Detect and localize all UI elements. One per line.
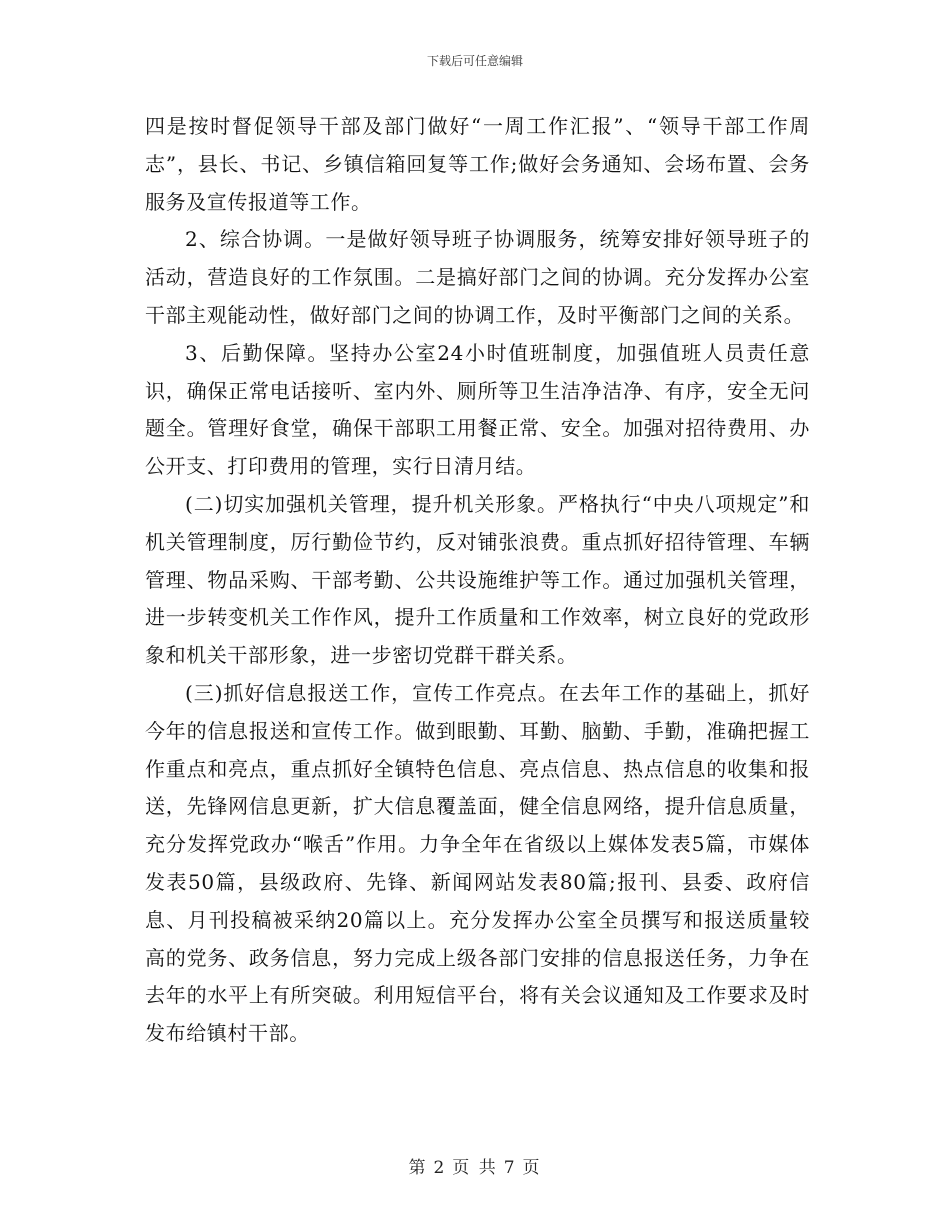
paragraph-logistics: 3、后勤保障。坚持办公室24小时值班制度，加强值班人员责任意识，确保正常电话接听、室内外、厕所等卫生洁净洁净、有序，安全无问题全。管理好食堂，确保干部职工用餐正常、安全。加强对招待费用、办公开支、打印费用的管理，实行日清月结。 xyxy=(145,340,810,479)
page-header: 下载后可任意编辑 xyxy=(426,54,523,68)
total-pages-number: 7 xyxy=(503,1158,517,1178)
paragraph-continuation: 四是按时督促领导干部及部门做好“一周工作汇报”、“领导干部工作周志”，县长、书记、乡镇信箱回复等工作;做好会务通知、会场布置、会务服务及宣传报道等工作。 xyxy=(145,114,810,214)
footer-suffix: 页 xyxy=(522,1158,542,1178)
current-page-number: 2 xyxy=(433,1158,447,1178)
footer-middle: 页 共 xyxy=(452,1158,498,1178)
paragraph-information-reporting: (三)抓好信息报送工作，宣传工作亮点。在去年工作的基础上，抓好今年的信息报送和宣传工作。做到眼勤、耳勤、脑勤、手勤，准确把握工作重点和亮点，重点抓好全镇特色信息、亮点信息、热点信息的收集和报送，先锋网信息更新，扩大信息覆盖面，健全信息网络，提升信息质量，充分发挥党政办“喉舌”作用。力争全年在省级以上媒体发表5篇，市媒体发表50篇，县级政府、先锋、新闻网站发表80篇;报刊、县委、政府信息、月刊投稿被采纳20篇以上。充分发挥办公室全员撰写和报送质量较高的党务、政务信息，努力完成上级各部门安排的信息报送任务，力争在去年的水平上有所突破。利用短信平台，将有关会议通知及工作要求及时发布给镇村干部。 xyxy=(145,680,810,1046)
paragraph-coordination: 2、综合协调。一是做好领导班子协调服务，统筹安排好领导班子的活动，营造良好的工作氛围。二是搞好部门之间的协调。充分发挥办公室干部主观能动性，做好部门之间的协调工作，及时平衡部门之间的关系。 xyxy=(145,227,810,327)
page-footer xyxy=(0,1153,950,1178)
footer-prefix: 第 xyxy=(408,1158,428,1178)
paragraph-office-management: (二)切实加强机关管理，提升机关形象。严格执行“中央八项规定”和机关管理制度，厉行勤俭节约，反对铺张浪费。重点抓好招待管理、车辆管理、物品采购、干部考勤、公共设施维护等工作。通过加强机关管理，进一步转变机关工作作风，提升工作质量和工作效率，树立良好的党政形象和机关干部形象，进一步密切党群干群关系。 xyxy=(145,491,810,668)
document-body xyxy=(145,108,810,1053)
